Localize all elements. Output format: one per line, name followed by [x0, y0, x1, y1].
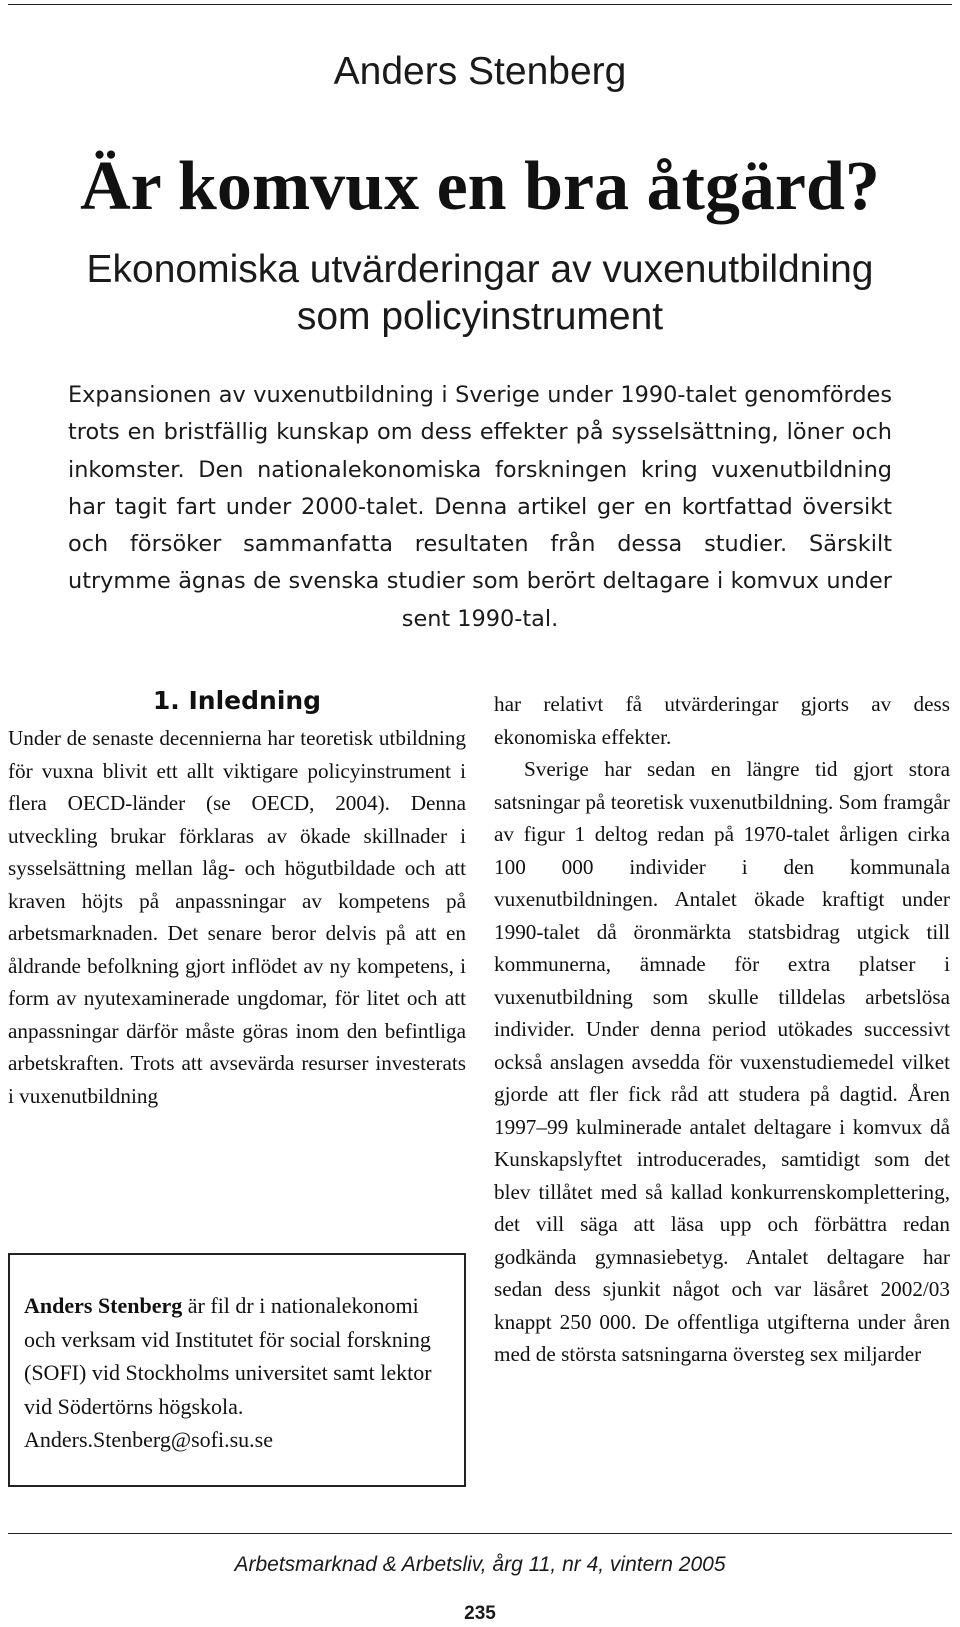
article-subtitle: Ekonomiska utvärderingar av vuxenutbildning som policyinstrument	[86, 248, 874, 338]
bio-author-name: Anders Stenberg	[24, 1293, 183, 1318]
page-number: 235	[464, 1603, 496, 1624]
author-bio	[24, 1289, 446, 1457]
section-heading: 1. Inledning	[152, 686, 322, 715]
bio-description: är fil dr i nationalekonomi och verksam vid Institutet för social forskning (SOFI) vid Stockholms universitet samt lektor vid Södertörns högskola. Anders.Stenberg@sofi.su.se	[24, 1293, 432, 1452]
top-rule	[8, 4, 952, 5]
right-column-paragraph-2: Sverige har sedan en längre tid gjort stora satsningar på teoretisk vuxenutbildning. Som framgår av figur 1 deltog redan på 1970-talet årligen cirka 100 000 individer i den kommunala vuxenutbildningen. Antalet ökade kraftigt under 1990-talet då öronmärkta statsbidrag utgick till kommunerna, ämnade för extra platser i vuxenutbildning som skulle tilldelas arbetslösa individer. Under denna period utökades successivt också anslagen avsedda för vuxenstudiemedel vilket gjorde att fler fick råd att studera på dagtid. Åren 1997–99 kulminerade antalet deltagare i komvux då Kunskapslyftet introducerades, samtidigt som det blev tillåtet med så kallad konkurrenskomplettering, det vill säga att läsa upp och förbättra redan godkända gymnasiebetyg. Antalet deltagare har sedan dess sjunkit något och var läsåret 2002/03 knappt 250 000. De offentliga utgifterna under åren med de största satsningarna översteg sex miljarder	[494, 757, 950, 1366]
left-column	[8, 686, 466, 1112]
article-title: Är komvux en bra åtgärd?	[80, 148, 880, 225]
left-column-text: Under de senaste decennierna har teoretisk utbildning för vuxna blivit ett allt viktigare policyinstrument i flera OECD-länder (se OECD, 2004). Denna utveckling brukar förklaras av ökade skillnader i sysselsättning mellan låg- och högutbildade och att kraven höjts på anpassningar av kompetens på arbetsmarknaden. Det senare beror delvis på att en åldrande befolkning gjort inflödet av ny kompetens, i form av nyutexaminerade ungdomar, för litet och att anpassningar därför måste göras inom den befintliga arbetskraften. Trots att avsevärda resurser investerats i vuxenutbildning	[8, 726, 466, 1108]
journal-citation: Arbetsmarknad & Arbetsliv, årg 11, nr 4, vintern 2005	[234, 1553, 726, 1576]
author-name: Anders Stenberg	[333, 50, 627, 93]
footer-rule	[8, 1533, 952, 1534]
article-abstract: Expansionen av vuxenutbildning i Sverige under 1990-talet genomfördes trots en bristfällig kunskap om dess effekter på sysselsättning, löner och inkomster. Den nationalekonomiska forskningen kring vuxenutbildning har tagit fart under 2000-talet. Denna artikel ger en kortfattad översikt och försöker sammanfatta resultaten från dessa studier. Särskilt utrymme ägnas de svenska studier som berört deltagare i komvux under sent 1990-tal.	[68, 382, 892, 632]
right-column-paragraph-1: har relativt få utvärderingar gjorts av dess ekonomiska effekter.	[494, 692, 950, 749]
right-column	[494, 688, 950, 1371]
author-bio-box	[8, 1253, 466, 1487]
